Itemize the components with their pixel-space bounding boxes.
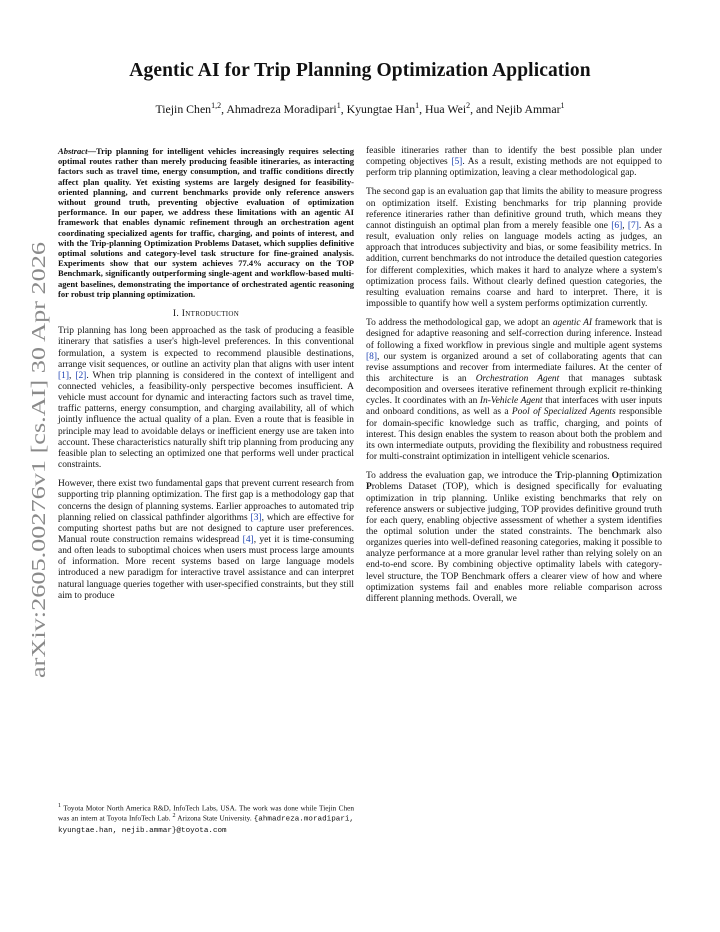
citation-link[interactable]: [2] [75,370,87,381]
author-list: Tiejin Chen$^{1,2}$, Ahmadreza Moradipari$^1$, Kyungtae Han$^1$, Hua Wei$^2$, and Nejib Ammar$^1$ [155,101,565,116]
text: ptimization [619,471,663,482]
text: . As a result, existing methods are not equipped to perform trip planning optimization, leaving a clear methodological gap. [366,157,662,179]
emphasis: Pool of Specialized Agents [511,407,616,418]
text: To address the methodological gap, we adopt an [366,318,553,329]
paragraph [58,479,354,602]
bold-initial: P [366,482,372,493]
text: that interfaces with user inputs and onboard conditions, as well as a [366,396,662,418]
abstract-text: —Trip planning for intelligent vehicles increasingly requires selecting optimal routes rather than merely producing feasible itineraries, as interacting factors such as travel time, energy consumption, and traffic conditions directly affect plan quality. Yet existing systems are largely designed for feasibility-oriented planning, and current benchmarks provide only reference answers without ground truth, preventing objective evaluation of optimization performance. In our paper, we address these limitations with an agentic AI framework that enables dynamic refinement through an orchestration agent coordinating specialized agents for traffic, charging, and points of interest, and with the Trip-planning Optimization Problems Dataset, which supplies definitive optimal solutions and category-level task structure for fine-grained analysis. Experiments show that our system achieves 77.4% accuracy on the TOP Benchmark, significantly outperforming single-agent and workflow-based multi-agent baselines, demonstrating the importance of orchestrated agentic reasoning for robust trip planning optimization. [58,146,354,299]
footnote-mark: 2 [172,813,176,820]
author-name: Tiejin Chen [155,101,212,116]
text: , [622,220,628,231]
citation-link[interactable]: [5] [451,157,463,168]
author-name: Nejib Ammar [495,101,561,116]
paragraph [366,187,662,310]
paragraph [366,318,662,463]
text: . When trip planning is considered in the context of intelligent and connected vehicles, a feasibility-only perspective becomes insufficient. A vehicle must account for dynamic and interacting factors such as travel time, traffic patterns, energy consumption, and charging availability, all of which jointly influence the actual quality of a plan. Even a route that is feasible in principle may lead to avoidable delays or inefficient energy use are taken into account. These characteristics naturally shift trip planning from producing any feasible plan to selecting an optimized one that performs well under practical constraints. [58,370,354,471]
author-affiliation: 1 [415,101,420,110]
citation-link[interactable]: [4] [242,535,254,546]
author-name: Ahmadreza Moradipari [226,101,337,116]
text: , which are effective for computing shortest paths but are not designed to capture user preferences. Manual route construction remains widespread [58,512,354,546]
text: rip-planning [561,471,612,482]
paper-title: Agentic AI for Trip Planning Optimization Application [129,60,591,81]
text: responsible for domain-specific knowledge such as traffic, charging, and points of interest. This design enables the system to reason about both the problem and its own intermediate outputs, providing the flexibility and robustness required for multi-constraint optimization in intelligent vehicle scenarios. [366,407,662,463]
citation-link[interactable]: [6] [611,220,623,231]
left-column [58,146,354,610]
citation-link[interactable]: [1] [58,370,70,381]
bold-initial: O [611,471,620,482]
text: , yet it is time-consuming and often leads to suboptimal choices when users must process large amounts of information. More recent systems based on large language models introduced a new paradigm for interactive travel assistance and can interpret natural language queries together with user-specified constraints, but they still aim to produce [58,535,354,601]
citation-link[interactable]: [8] [366,351,378,362]
author-affiliation: 1 [336,101,341,110]
text: To address the evaluation gap, we introduce the [366,471,556,482]
arxiv-side-stamp [22,240,54,680]
emphasis: agentic AI [552,318,593,329]
author-affiliation: 1,2 [211,101,222,110]
text: The second gap is an evaluation gap that limits the ability to measure progress on optimization itself. Existing benchmarks for trip planning provide reference itineraries rather than definitive ground truth, which means they cannot distinguish an optimal plan from a merely feasible one [366,187,662,231]
bold-initial: T [555,471,562,482]
emphasis: In-Vehicle Agent [479,396,543,407]
author-affiliation: 1 [560,101,565,110]
right-column [366,146,662,613]
abstract [58,146,354,299]
footnote-mark: 1 [58,803,62,809]
text: roblems Dataset (TOP), which is designed specifically for evaluating optimization in trip planning. Unlike existing benchmarks that rely on reference answers or subjective judging, TOP provides definitive ground truth for each query, enabling objective assessment of whether a system identifies the optimal solution under the stated constraints. The benchmark also organizes queries into well-defined reasoning categories, making it possible to analyze performance at a more granular level rather than relying solely on an end-to-end score. By combining objective optimality labels with category-level structure, the TOP Benchmark offers a clearer view of how and where optimization systems fail and enables more reliable comparison across different planning methods. Overall, we [366,482,662,604]
text: Trip planning has long been approached as the task of producing a feasible itinerary that satisfies a user's high-level preferences. In this conventional formulation, a system is expected to recommend plausible destinations, arrange visit sequences, or outline an activity plan that aligns with user intent [58,326,354,370]
text: However, there exist two fundamental gaps that prevent current research from supporting trip planning optimization. The first gap is a methodology gap that concerns the design of planning systems. Earlier approaches to automated trip planning relied on classical pathfinder algorithms [58,479,354,523]
citation-link[interactable]: [3] [250,512,262,523]
text: that manages subtask decomposition and oversees iterative refinement through explicit re-thinking cycles. It coordinates with an [366,373,662,407]
paragraph [366,146,662,179]
author-name: Hua Wei [425,101,467,116]
author-name: Kyungtae Han [346,101,416,116]
footnote-text: Arizona State University. [175,813,254,823]
citation-link[interactable]: [7] [627,220,639,231]
footnote [58,802,354,836]
footnote-text: Toyota Motor North America R&D, InfoTech Labs, USA. The work was done while Tiejin Chen was an intern at Toyota InfoTech Lab. [58,803,354,823]
paragraph [58,326,354,471]
arxiv-id: arXiv:2605.00276v1 [cs.AI] 30 Apr 2026 [28,337,50,678]
text: framework that is designed for adaptive reasoning and self-correction during inference. Instead of following a fixed workflow in previous single and multiple agent systems [366,318,662,351]
section-heading-introduction: I. Introduction [172,308,240,320]
author-affiliation: 2 [466,101,471,110]
footnote-emails: {ahmadreza.moradipari, kyungtae.han, nejib.ammar}@toyota.com [58,815,354,835]
text: feasible itineraries rather than to identify the best possible plan under competing objectives [366,146,662,168]
text: , [69,370,76,381]
text: , our system is organized around a set of collaborating agents that can revise assumptions and recover from intermediate failures. At the center of this architecture is an [366,351,662,384]
abstract-lead: Abstract [58,146,88,156]
emphasis: Orchestration Agent [475,373,560,384]
text: . As a result, evaluation only relies on language models acting as judges, an approach that introduces subjectivity and bias, or some feasibility metrics. In addition, current benchmarks do not introduce the detailed question categories for different complexities, which makes it hard to analyze where a system's optimization process fails. Without clearly defined question categories, the resulting evaluation remains coarse and hard to interpret. There, it is impossible to quantify how well a system performs optimization currently. [366,220,663,310]
paragraph [366,471,662,605]
